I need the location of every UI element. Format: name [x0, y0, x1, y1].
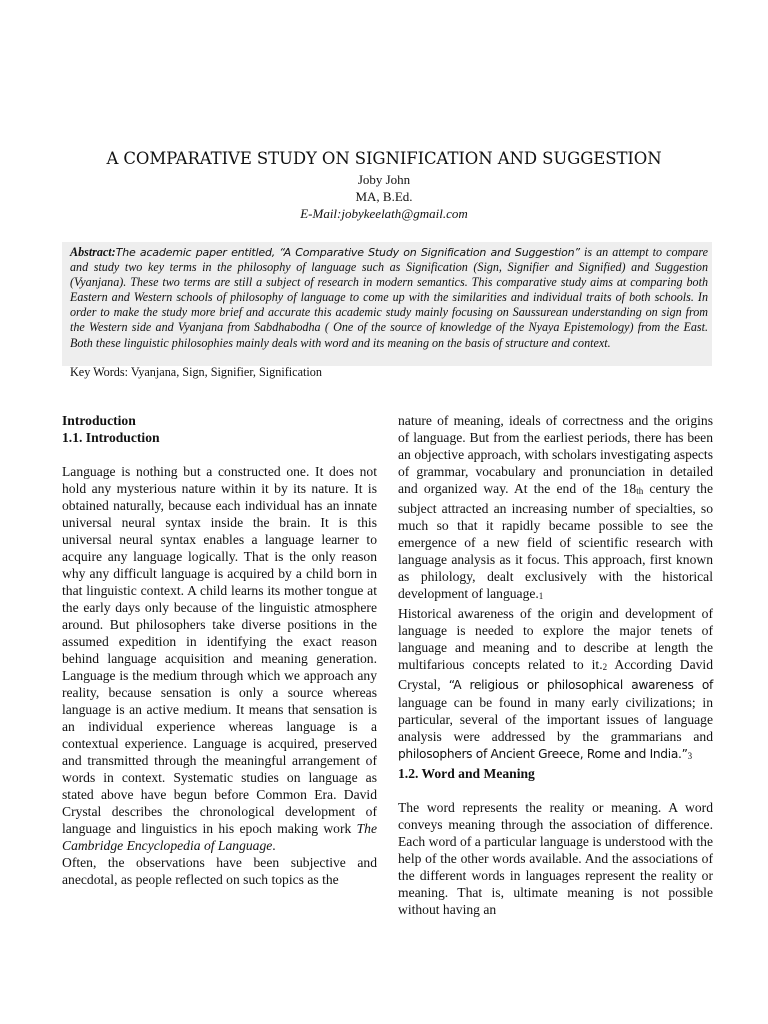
footnote-ref-3: 3: [687, 751, 693, 761]
left-column: [62, 412, 377, 888]
abstract-quoted-title: “A Comparative Study on Signification and Suggestion”: [279, 246, 580, 259]
abstract-paragraph: [70, 245, 708, 351]
footnote-ref-2: 2: [602, 662, 608, 672]
abstract-body: is an attempt to compare and study two key terms in the philosophy of language such as Signification (Sign, Signifier and Signified) and Suggestion (Vyanjana). These two terms are still a subject of research in modern semantics. This comparative study aims at comparing both Eastern and Western schools of philosophy of language to come up with the similarities and individual traits of both schools. In order to make the study more brief and accurate this academic study mainly focusing on Saussurean understanding on sign from the Western side and Vyanjana from Sabdhabodha ( One of the source of knowledge of the Nyaya Epistemology) from the East. Both these linguistic philosophies mainly deals with word and its meaning on the basis of structure and context.: [70, 245, 708, 350]
right-paragraph-2: [398, 605, 713, 765]
paper-title: A COMPARATIVE STUDY ON SIGNIFICATION AND SUGGESTION: [106, 149, 662, 168]
footnote-ref-1: 1: [538, 591, 544, 601]
author-email: E-Mail:jobykeelath@gmail.com: [300, 206, 468, 221]
right-paragraph-1: [398, 412, 713, 605]
intro-paragraph-1-end: .: [272, 838, 276, 853]
superscript-th: th: [636, 486, 644, 496]
crystal-quote-a: “A religious or philosophical awareness of: [448, 678, 713, 692]
intro-paragraph-1: [62, 463, 377, 854]
intro-paragraph-2: Often, the observations have been subjective and anecdotal, as people reflected on such topics as the: [62, 855, 377, 887]
right-paragraph-2-b: According David Crystal,: [398, 657, 713, 692]
keywords-line: Key Words: Vyanjana, Sign, Signifier, Signification: [70, 365, 322, 379]
right-column: [398, 412, 713, 918]
right-paragraph-1-b: century the subject attracted an increasing number of specialties, so much so that it rapidly became possible to see the emergence of a new field of scientific research with language analysis as it focus. This approach, first known as philology, dealt exclusively with the historical development of language.: [398, 481, 713, 601]
abstract-label: Abstract:: [70, 245, 116, 259]
crystal-quote-c: philosophers of Ancient Greece, Rome and India.”: [398, 747, 688, 761]
heading-section-1-1: 1.1. Introduction: [62, 430, 160, 445]
author-name: Joby John: [357, 172, 411, 187]
right-paragraph-1-a: nature of meaning, ideals of correctness and the origins of language. But from the earliest periods, there has been an objective approach, with scholars investigating aspects of grammar, vocabulary and pronunciation in detailed and organized way. At the end of the 18: [398, 413, 713, 496]
word-meaning-paragraph: The word represents the reality or meaning. A word conveys meaning through the association of difference. Each word of a particular language is understood with the help of the other words available. And the associations of the different words in languages represent the reality or meaning. That is, ultimate meaning is not possible without having an: [398, 800, 713, 917]
crystal-quote-b: language can be found in many early civilizations; in particular, several of the important issues of language analysis were addressed by the grammarians and: [398, 695, 713, 744]
right-paragraph-2-a: Historical awareness of the origin and development of language is needed to explore the major tenets of language and meaning and to describe at length the multifarious concepts related to it.: [398, 606, 713, 672]
intro-paragraph-1-text: Language is nothing but a constructed one. It does not hold any mysterious nature within it by its nature. It is obtained naturally, because each individual has an innate universal neural syntax inside the brain. It is this universal neural syntax enables a language learner to acquire any language logically. That is the only reason why any difficult language is acquired by a child born in that linguistic context. A child learns its mother tongue at the early days only because of the linguistic atmosphere around. But philosophers take diverse positions in the assumed expedition in identifying the exact reason behind language acquisition and meaning generation. Language is the medium through which we approach any reality, because sensation is only a source whereas language is an active medium. It means that sensation is an individual experience whereas language is a contextual experience. Language is acquired, preserved and transmitted through the meaningful arrangement of words in context. Systematic studies on language as stated above have begun before Common Era. David Crystal describes the chronological development of language and linguistics in his epoch making work: [62, 464, 377, 836]
heading-section-1-2: 1.2. Word and Meaning: [398, 766, 535, 781]
heading-introduction: Introduction: [62, 413, 136, 428]
author-degree: MA, B.Ed.: [355, 189, 413, 204]
book-title: The Cambridge Encyclopedia of Language: [62, 821, 377, 853]
abstract-intro: The academic paper entitled,: [115, 246, 280, 259]
